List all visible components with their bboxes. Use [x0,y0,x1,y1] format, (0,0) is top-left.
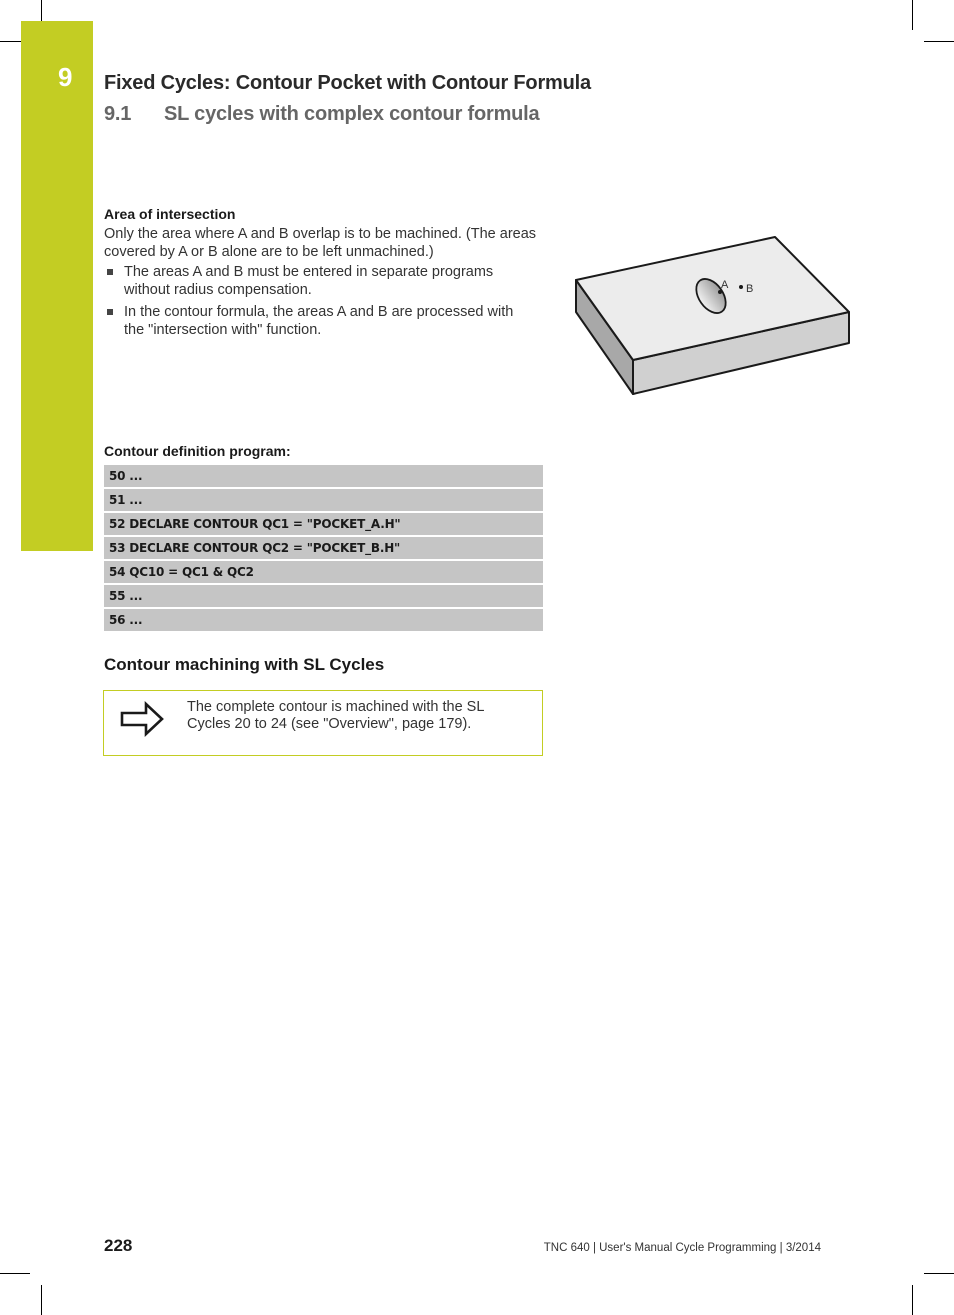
crop-mark [41,1285,42,1315]
program-line: 52 DECLARE CONTOUR QC1 = "POCKET_A.H" [104,513,543,535]
bullet-square-icon [107,309,113,315]
note-text: The complete contour is machined with the SL Cycles 20 to 24 (see "Overview", page 179). [187,699,484,732]
program-listing [104,465,543,633]
program-line: 53 DECLARE CONTOUR QC2 = "POCKET_B.H" [104,537,543,559]
program-line: 51 ... [104,489,543,511]
program-caption: Contour definition program: [104,443,291,459]
section-number: 9.1 [104,103,132,125]
intersection-figure [565,230,860,405]
chapter-title: Fixed Cycles: Contour Pocket with Contour Formula [104,72,591,94]
crop-mark [924,41,954,42]
intersection-section [104,206,544,343]
program-line: 55 ... [104,585,543,607]
section-name: SL cycles with complex contour formula [164,103,540,125]
footer-text: TNC 640 | User's Manual Cycle Programming | 3/2014 [543,1242,821,1254]
svg-text:A: A [721,279,729,291]
svg-text:B: B [746,283,754,295]
crop-mark [924,1273,954,1274]
crop-mark [0,1273,30,1274]
bullet-item: The areas A and B must be entered in separate programs without radius compensation. [104,263,524,299]
program-line: 50 ... [104,465,543,487]
intersection-heading: Area of intersection [104,206,236,222]
crop-mark [912,0,913,30]
program-line: 54 QC10 = QC1 & QC2 [104,561,543,583]
page-number: 228 [104,1236,133,1255]
program-line: 56 ... [104,609,543,631]
bullet-item: In the contour formula, the areas A and B are processed with the "intersection with" function. [104,303,524,339]
chapter-number: 9 [58,62,73,92]
bullet-square-icon [107,269,113,275]
section-title [104,103,539,126]
note-box [103,690,543,756]
intersection-paragraph: Only the area where A and B overlap is to be machined. (The areas covered by A or B alone are to be left unmachined.) [104,226,537,260]
chapter-tab [21,21,93,551]
machining-heading: Contour machining with SL Cycles [104,655,385,674]
arrow-right-icon [120,701,166,737]
intersection-bullets [104,263,544,339]
crop-mark [912,1285,913,1315]
